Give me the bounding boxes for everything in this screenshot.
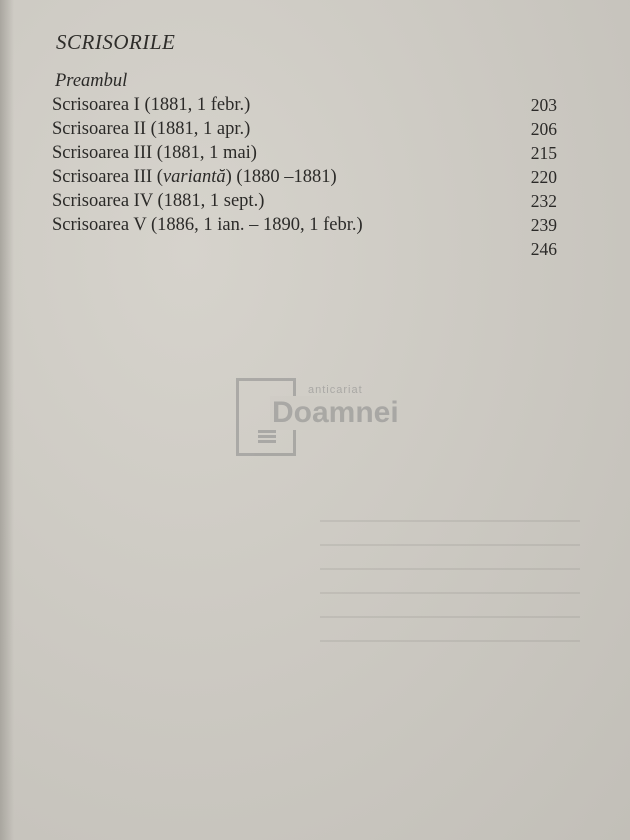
watermark-small-text: anticariat <box>308 384 363 396</box>
toc-entry-scrisoarea-4 <box>52 189 557 213</box>
italic-word: variantă <box>162 167 226 187</box>
entry-title: Scrisoarea V (1886, 1 ian. – 1890, 1 febr.) <box>52 215 363 235</box>
entry-title: Scrisoarea I (1881, 1 febr.) <box>52 95 251 115</box>
entry-page-number: 203 <box>530 95 557 115</box>
entry-title: Scrisoarea II (1881, 1 apr.) <box>52 119 251 139</box>
entry-page-number: 246 <box>530 239 557 259</box>
table-of-contents <box>52 30 557 261</box>
entry-page-number: 220 <box>530 167 557 187</box>
toc-entry-scrisoarea-3-varianta <box>52 165 557 189</box>
toc-entry-last-page <box>52 237 557 261</box>
entry-title: Scrisoarea III (1881, 1 mai) <box>52 143 257 163</box>
toc-entries <box>52 69 557 261</box>
section-title: SCRISORILE <box>56 30 176 54</box>
entry-title: Scrisoarea IV (1881, 1 sept.) <box>52 191 265 211</box>
entry-page-number: 239 <box>530 215 557 235</box>
toc-entry-scrisoarea-1 <box>52 93 557 117</box>
entry-page-number: 215 <box>530 143 557 163</box>
watermark-logo <box>236 378 406 460</box>
toc-entry-scrisoarea-2 <box>52 117 557 141</box>
watermark-brand-text: Doamnei <box>272 396 399 429</box>
entry-page-number: 206 <box>530 119 557 139</box>
book-icon <box>258 430 276 444</box>
entry-page-number: 232 <box>530 191 557 211</box>
entry-title: Scrisoarea III (variantă) (1880 –1881) <box>52 167 337 187</box>
toc-entry-scrisoarea-3 <box>52 141 557 165</box>
toc-entry-scrisoarea-5 <box>52 213 557 237</box>
entry-title: Preambul <box>55 71 128 91</box>
toc-entry-preambul <box>52 69 557 93</box>
show-through-text <box>320 520 580 660</box>
